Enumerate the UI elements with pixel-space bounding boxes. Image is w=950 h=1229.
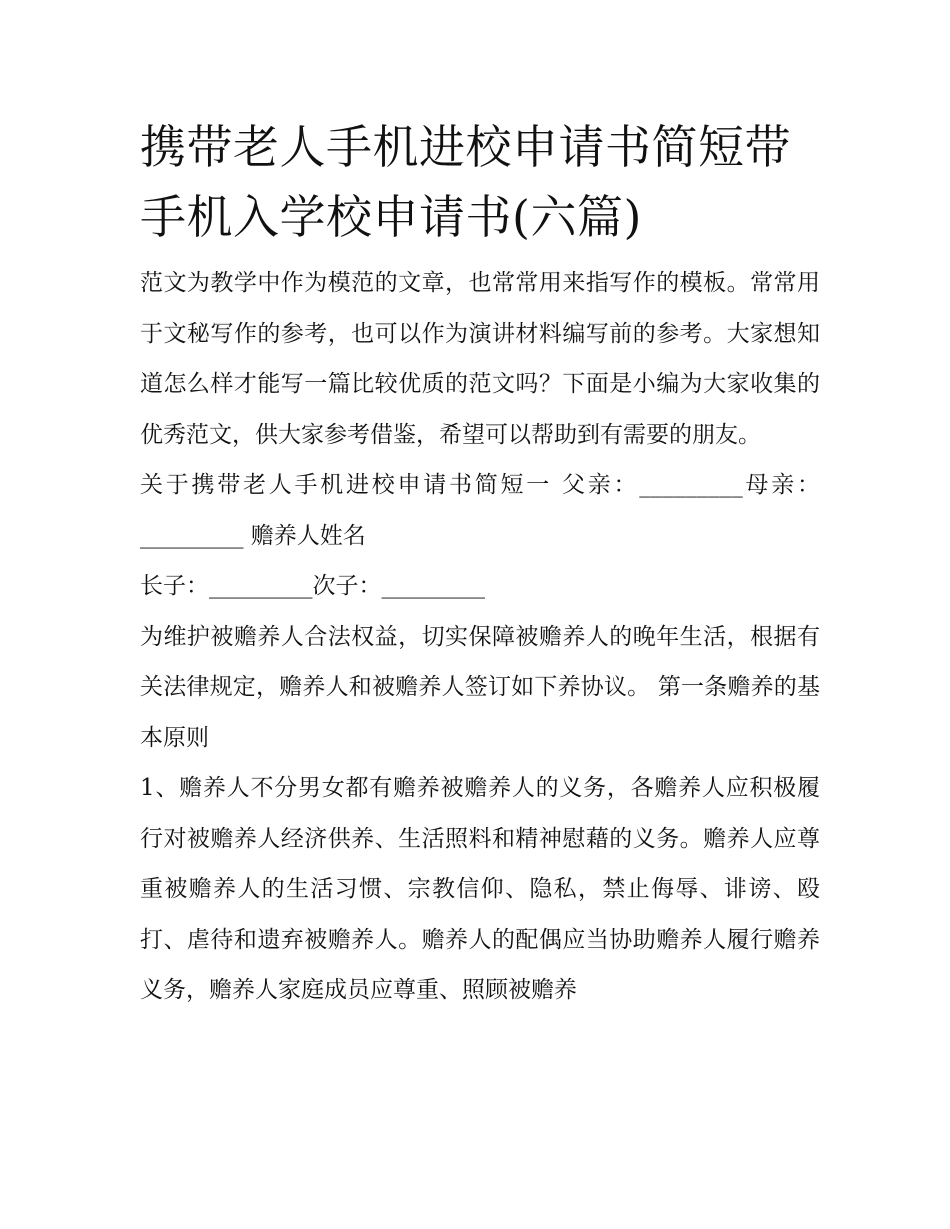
clause-1-paragraph: 1、赡养人不分男女都有赡养被赡养人的义务，各赡养人应积极履行对被赡养人经济供养、生活照料和精神慰藉的义务。赡养人应尊重被赡养人的生活习惯、宗教信仰、隐私，禁止侮辱、诽谤、殴打、虐待和遗弃被赡养人。赡养人的配偶应当协助赡养人履行赡养义务，赡养人家庭成员应尊重、照顾被赡养 — [140, 775, 820, 1003]
section-heading-paragraph: 关于携带老人手机进校申请书简短一 父亲：_________母亲：_________ 赡养人姓名 — [140, 472, 820, 549]
document-title: 携带老人手机进校申请书简短带手机入学校申请书(六篇) — [140, 120, 791, 244]
sons-line: 长子：_________次子：_________ — [140, 573, 485, 599]
document-page — [140, 112, 820, 1016]
intro-paragraph: 范文为教学中作为模范的文章，也常常用来指写作的模板。常常用于文秘写作的参考，也可以作为演讲材料编写前的参考。大家想知道怎么样才能写一篇比较优质的范文吗？下面是小编为大家收集的优秀范文，供大家参考借鉴，希望可以帮助到有需要的朋友。 — [140, 270, 820, 448]
agreement-intro-paragraph: 为维护被赡养人合法权益，切实保障被赡养人的晚年生活，根据有关法律规定，赡养人和被赡养人签订如下养协议。 第一条赡养的基本原则 — [140, 623, 820, 751]
